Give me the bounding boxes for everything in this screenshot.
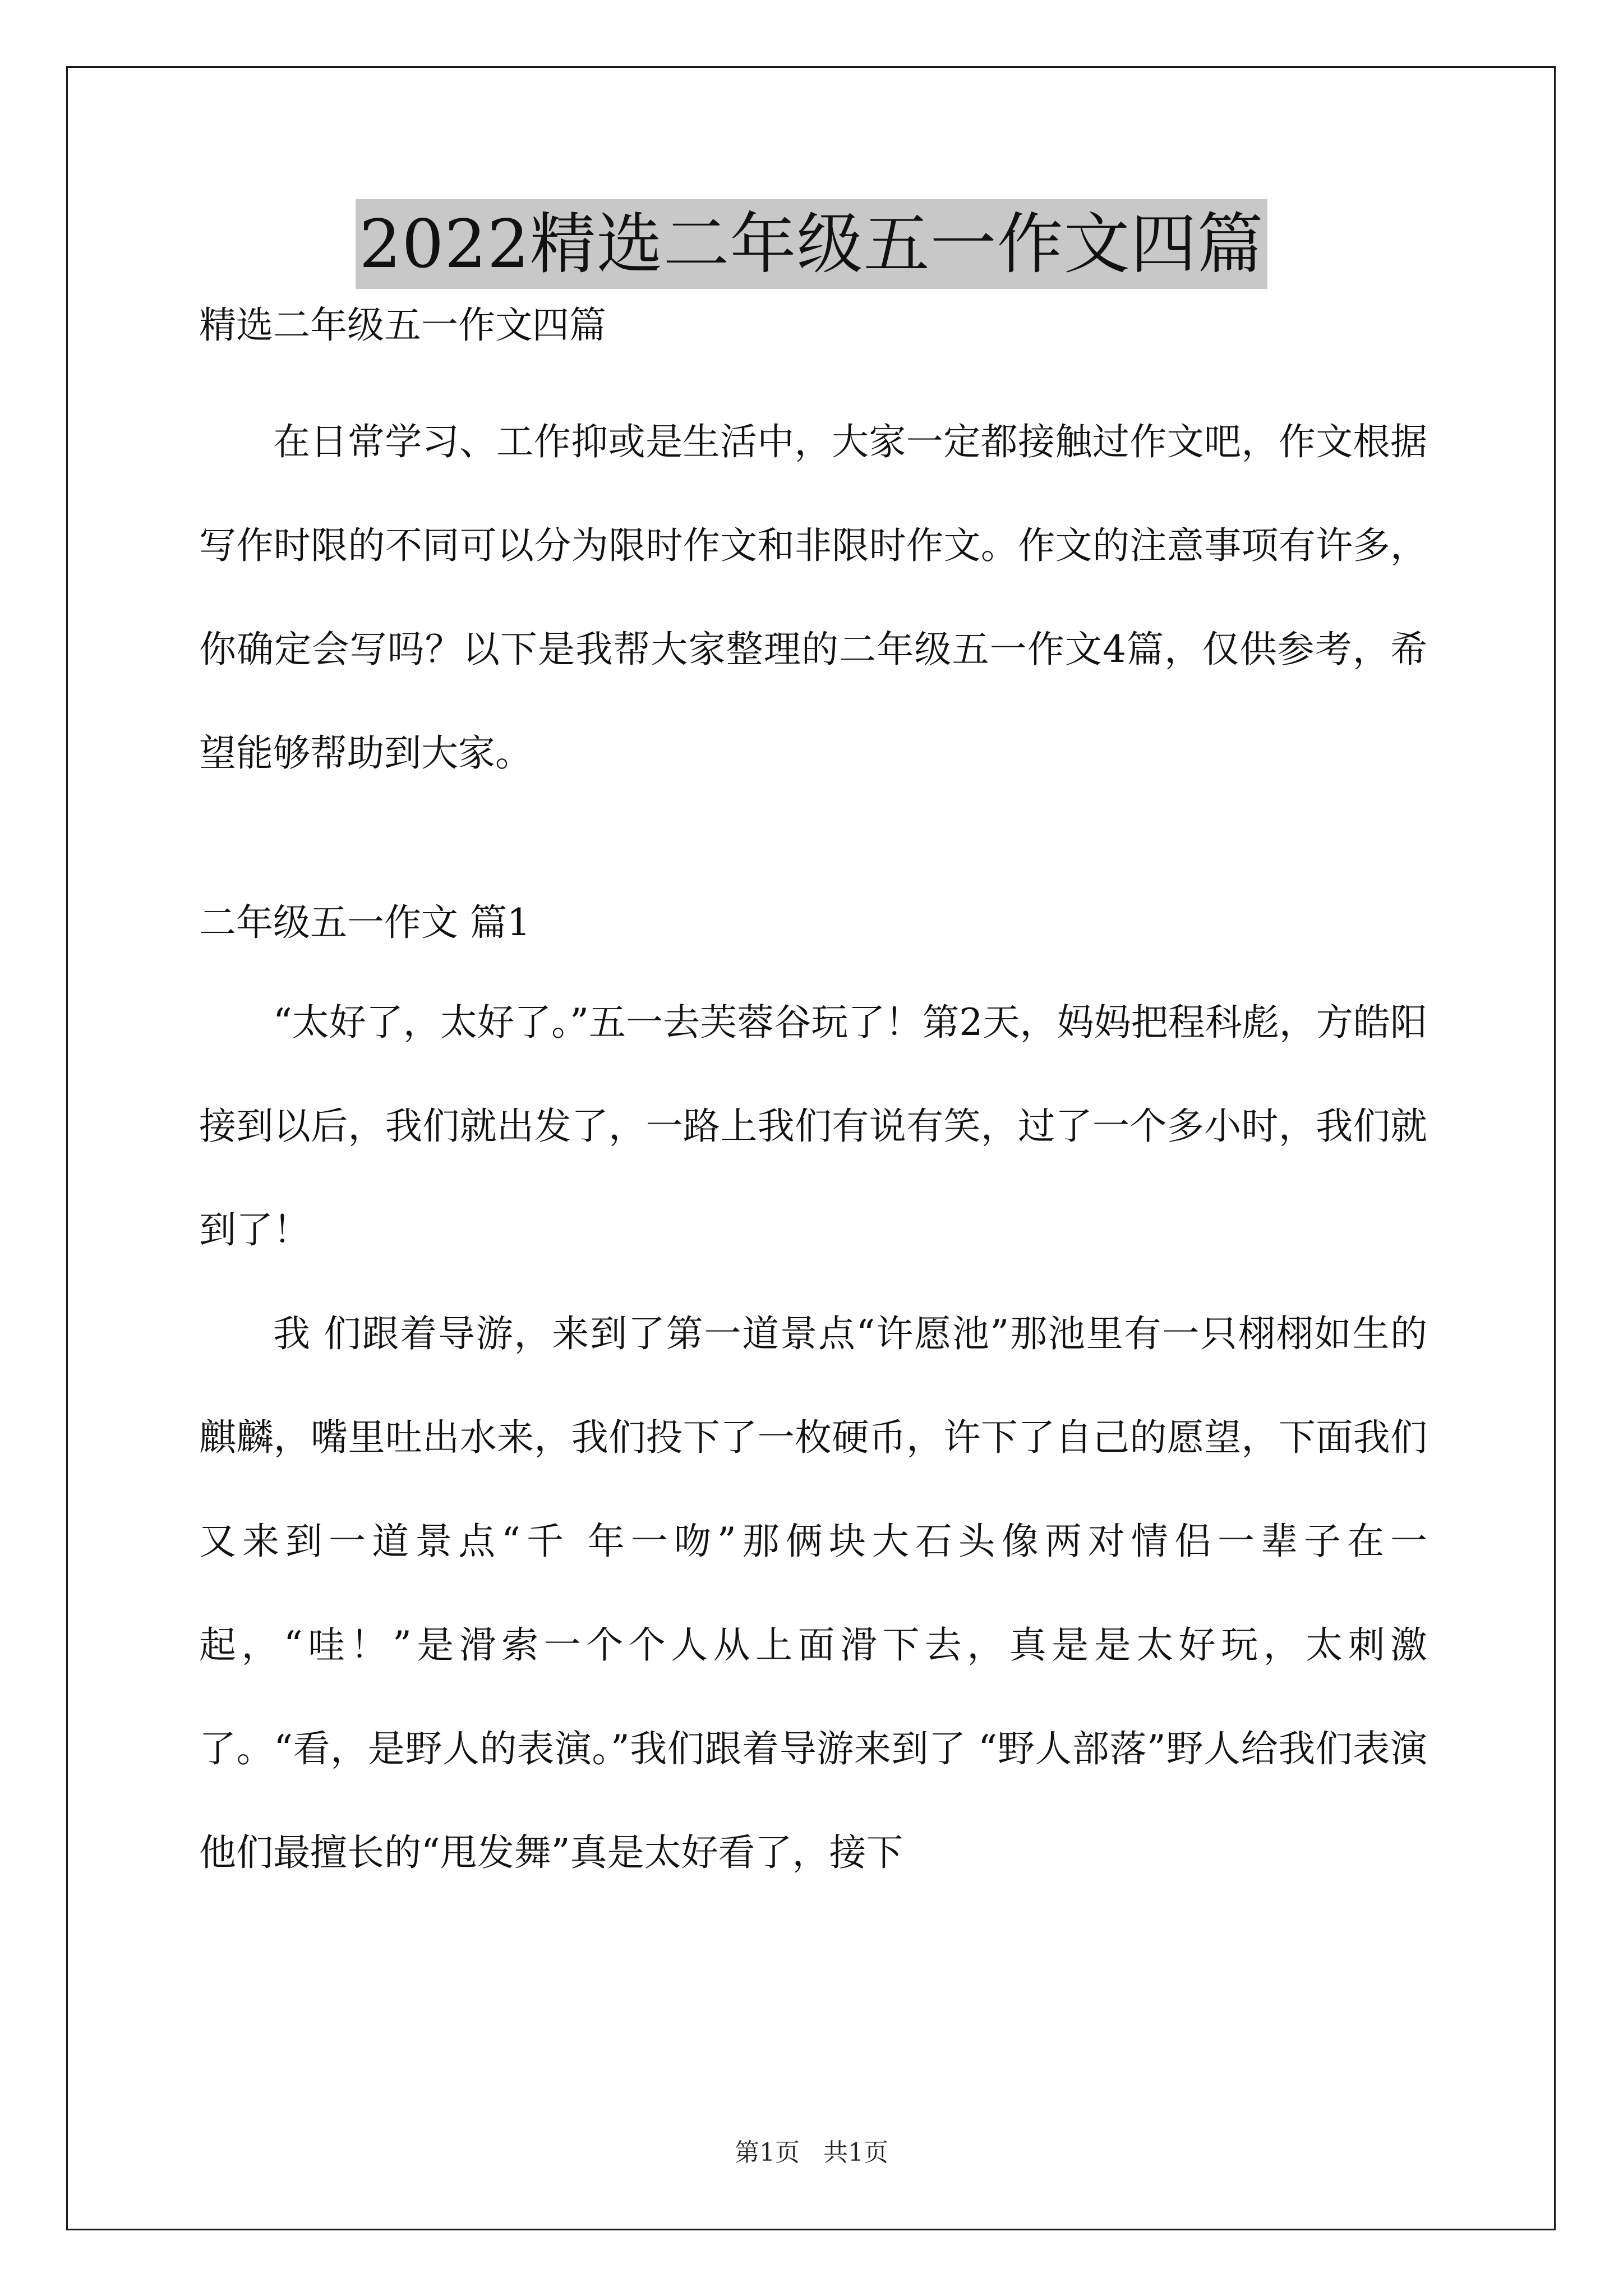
document-title: 2022精选二年级五一作文四篇 xyxy=(356,199,1267,289)
title-container xyxy=(0,199,1623,289)
section-paragraph-1: “太好了，太好了。”五一去芙蓉谷玩了！第2天，妈妈把程科彪，方皓阳接到以后，我们就出发了，一路上我们有说有笑，过了一个多小时，我们就到了！ xyxy=(199,1001,1427,1251)
page-footer xyxy=(0,2136,1623,2170)
section-heading: 二年级五一作文 篇1 xyxy=(199,901,531,944)
section-paragraph-2: 我 们跟着导游，来到了第一道景点“许愿池”那池里有一只栩栩如生的麒麟，嘴里吐出水来，我们投下了一枚硬币，许下了自己的愿望，下面我们又来到一道景点“千 年一吻”那俩块大石头像两对情侣一辈子在一起，“哇！”是滑索一个个人从上面滑下去，真是是太好玩，太刺激了。“看，是野人的表演。”我们跟着导游来到了 “野人部落”野人给我们表演他们最擅长的“甩发舞”真是太好看了，接下 xyxy=(199,1312,1427,1874)
document-body xyxy=(199,303,1427,1904)
document-subtitle: 精选二年级五一作文四篇 xyxy=(199,303,606,347)
intro-paragraph: 在日常学习、工作抑或是生活中，大家一定都接触过作文吧，作文根据写作时限的不同可以分为限时作文和非限时作文。作文的注意事项有许多，你确定会写吗？以下是我帮大家整理的二年级五一作文4篇，仅供参考，希望能够帮助到大家。 xyxy=(199,420,1427,775)
page-number: 第1页 xyxy=(735,2138,800,2167)
page-total: 共1页 xyxy=(823,2138,888,2167)
